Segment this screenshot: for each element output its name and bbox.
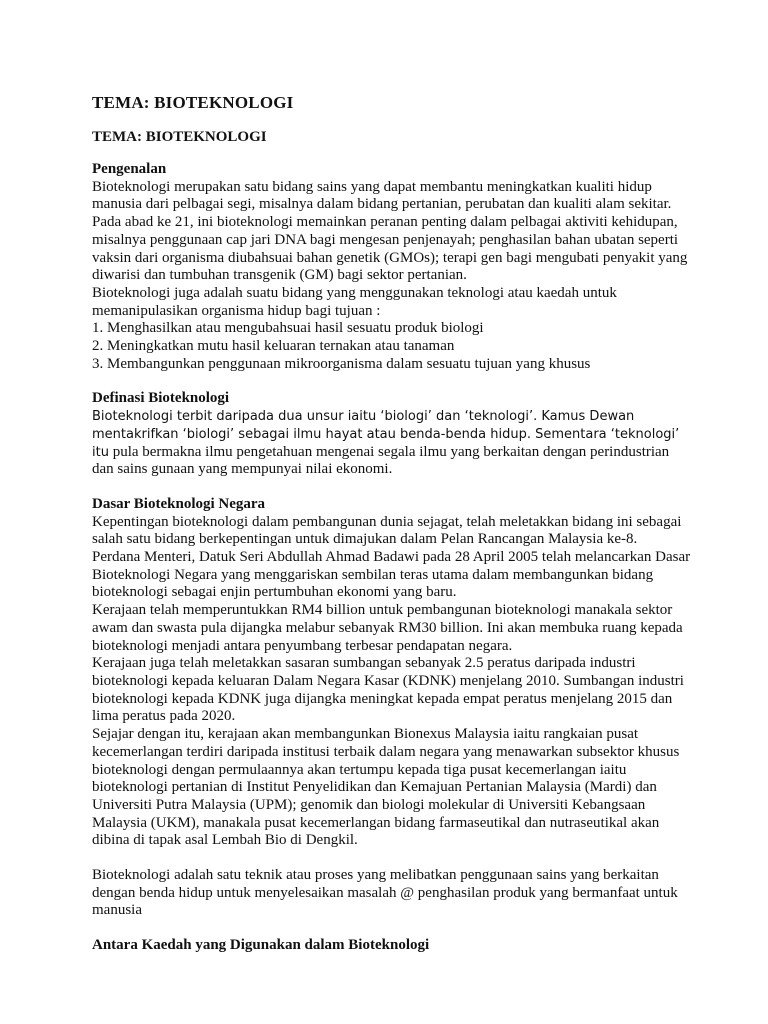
definition-sans-text: Bioteknologi terbit daripada dua unsur iaitu ‘biologi’ dan ‘teknologi’. Kamus Dewan mentakrifkan ‘biologi’ sebagai ilmu hayat atau benda-benda hidup. Sementara ‘teknologi’ itu — [92, 409, 680, 460]
document-title: TEMA: BIOTEKNOLOGI — [92, 93, 294, 112]
paragraph: Sejajar dengan itu, kerajaan akan membangunkan Bionexus Malaysia iaitu rangkaian pusat kecemerlangan terdiri daripada institusi terbaik dalam negara yang menawarkan subsektor khusus bioteknologi dengan permulaannya akan tertumpu kepada tiga pusat kecemerlangan iaitu bioteknologi pertanian di Institut Penyelidikan dan Kemajuan Pertanian Malaysia (Mardi) dan Universiti Putra Malaysia (UPM); genomik dan biologi molekular di Universiti Kebangsaan Malaysia (UKM), manakala pusat kecemerlangan bidang farmaseutikal dan nutraseutikal akan dibina di tapak asal Lembah Bio di Dengkil. — [92, 726, 680, 849]
section-heading-dasar: Dasar Bioteknologi Negara — [92, 495, 266, 512]
section-kaedah — [92, 937, 692, 955]
list-item: 1. Menghasilkan atau mengubahsuai hasil sesuatu produk biologi — [92, 320, 484, 337]
section-heading-kaedah: Antara Kaedah yang Digunakan dalam Bioteknologi — [92, 937, 430, 954]
paragraph: Kerajaan juga telah meletakkan sasaran sumbangan sebanyak 2.5 peratus daripada industri bioteknologi kepada keluaran Dalam Negara Kasar (KDNK) menjelang 2010. Sumbangan industri bioteknologi kepada KDNK juga dijangka meningkat kepada empat peratus menjelang 2015 dan lima peratus pada 2020. — [92, 655, 684, 725]
paragraph: Bioteknologi juga adalah suatu bidang yang menggunakan teknologi atau kaedah untuk memanipulasikan organisma hidup bagi tujuan : — [92, 284, 617, 319]
paragraph: Kepentingan bioteknologi dalam pembangunan dunia sejagat, telah meletakkan bidang ini sebagai salah satu bidang berkepentingan untuk dimajukan dalam Pelan Rancangan Malaysia ke-8. — [92, 513, 682, 548]
paragraph: Bioteknologi adalah satu teknik atau proses yang melibatkan penggunaan sains yang berkaitan dengan benda hidup untuk menyelesaikan masalah @ penghasilan produk yang bermanfaat untuk manusia — [92, 867, 678, 919]
section-heading-pengenalan: Pengenalan — [92, 161, 167, 177]
section-pengenalan — [92, 161, 692, 373]
paragraph — [92, 408, 692, 479]
document-page — [92, 92, 692, 972]
list-item: 2. Meningkatkan mutu hasil keluaran ternakan atau tanaman — [92, 338, 455, 355]
section-definisi — [92, 390, 692, 479]
paragraph: Kerajaan telah memperuntukkan RM4 billion untuk pembangunan bioteknologi manakala sektor awam dan swasta pula dijangka melabur sebanyak RM30 billion. Ini akan membuka ruang kepada bioteknologi menjadi antara penyumbang terbesar pendapatan negara. — [92, 602, 683, 654]
section-dasar — [92, 496, 692, 850]
document-subtitle: TEMA: BIOTEKNOLOGI — [92, 129, 267, 145]
section-ringkasan — [92, 867, 692, 920]
paragraph: Bioteknologi merupakan satu bidang sains yang dapat membantu meningkatkan kualiti hidup manusia dari pelbagai segi, misalnya dalam bidang pertanian, perubatan dan kualiti alam sekitar. Pada abad ke 21, ini bioteknologi memainkan peranan penting dalam pelbagai aktiviti kehidupan, misalnya penggunaan cap jari DNA bagi mengesan penjenayah; penghasilan bahan ubatan seperti vaksin dari organisma diubahsuai bahan genetik (GMOs); terapi gen bagi mengubati penyakit yang diwarisi dan tumbuhan transgenik (GM) bagi sektor pertanian. — [92, 178, 688, 284]
list-item: 3. Membangunkan penggunaan mikroorganisma dalam sesuatu tujuan yang khusus — [92, 355, 591, 372]
paragraph: Perdana Menteri, Datuk Seri Abdullah Ahmad Badawi pada 28 April 2005 telah melancarkan Dasar Bioteknologi Negara yang menggariskan sembilan teras utama dalam membangunkan bidang bioteknologi sebagai enjin pertumbuhan ekonomi yang baru. — [92, 549, 691, 601]
definition-serif-text: pula bermakna ilmu pengetahuan mengenai segala ilmu yang berkaitan dengan perindustrian dan sains gunaan yang mempunyai nilai ekonomi. — [92, 443, 670, 478]
section-heading-definisi: Definasi Bioteknologi — [92, 390, 230, 407]
